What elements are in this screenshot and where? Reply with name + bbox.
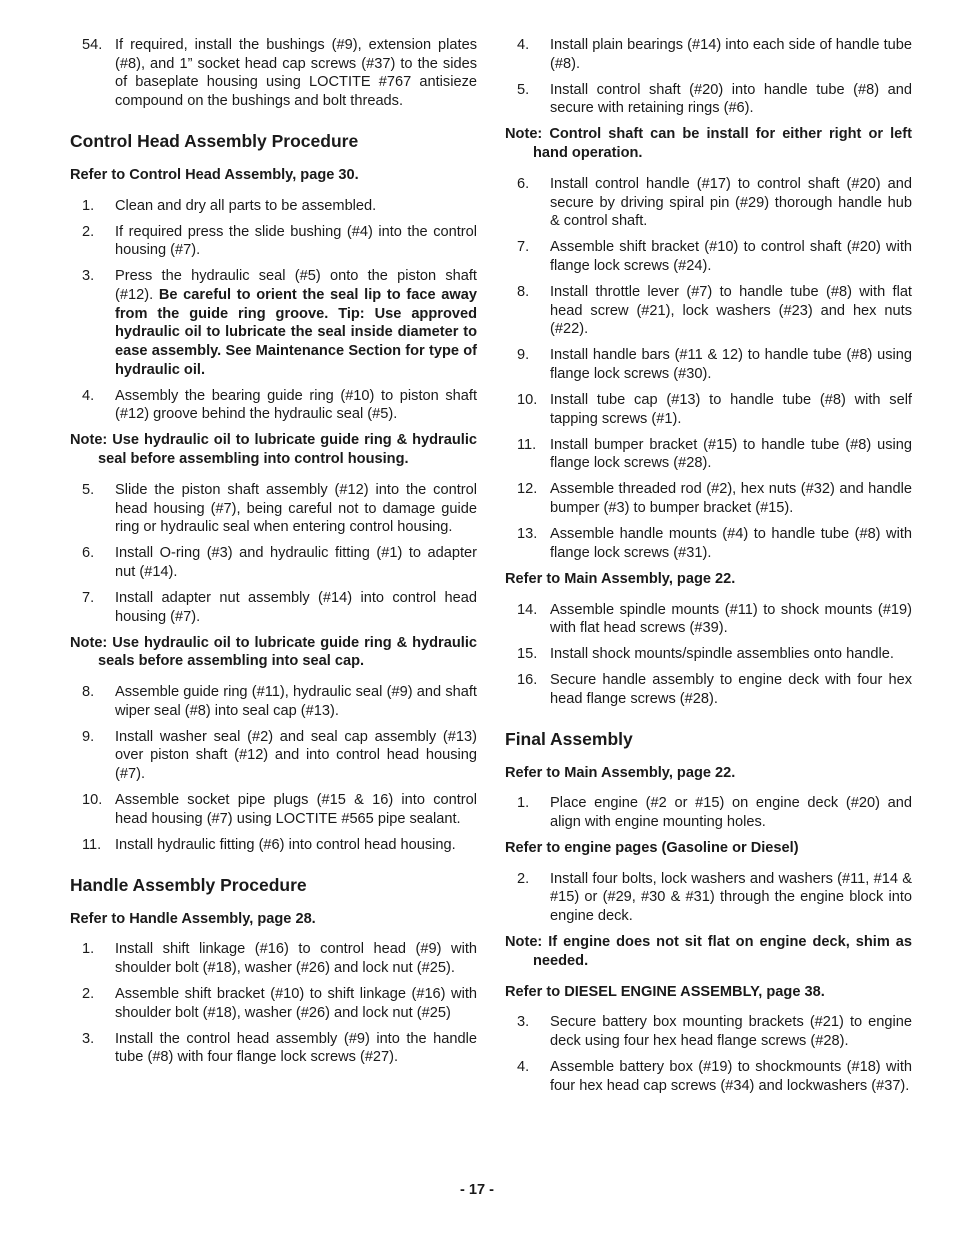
left-column — [70, 36, 477, 1074]
step-text: Assemble shift bracket (#10) to control shaft (#20) with flange lock screws (#24). — [550, 239, 912, 274]
step-item — [70, 728, 477, 784]
step-item — [505, 480, 912, 517]
step-item — [70, 791, 477, 828]
step-number: 8. — [82, 684, 95, 701]
step-item — [70, 387, 477, 424]
step-item — [505, 238, 912, 275]
step-text: Assemble threaded rod (#2), hex nuts (#32) and handle bumper (#3) to bumper bracket (#15). — [550, 481, 912, 517]
step-item — [70, 544, 477, 581]
step-number: 3. — [82, 1030, 95, 1047]
step-number: 3. — [517, 1014, 530, 1031]
step-text: Install throttle lever (#7) to handle tube (#8) with flat head screw (#21), lock washers (#23) and hex nuts (#22). — [550, 283, 912, 338]
note: Note: Use hydraulic oil to lubricate guide ring & hydraulic seals before assembling into seal cap. — [70, 634, 477, 670]
step-item — [70, 36, 477, 111]
step-number: 14. — [517, 601, 538, 618]
step-number: 15. — [517, 646, 538, 663]
step-item — [70, 481, 477, 537]
reference-line: Refer to Handle Assembly, page 28. — [70, 910, 316, 927]
step-number: 6. — [517, 175, 530, 192]
step-text: Secure handle assembly to engine deck with four hex head flange screws (#28). — [550, 672, 912, 707]
step-text-plain: Press the hydraulic seal (#5) onto the piston shaft (#12). — [115, 268, 477, 303]
reference-line: Refer to engine pages (Gasoline or Diesel) — [505, 840, 799, 857]
step-text-caution: Be careful to orient the seal lip to face away from the guide ring groove. Tip: Use approved hydraulic oil to lubricate the seal inside diameter to ease assembly. See Maintenance Section for type of hydraulic oil. — [115, 286, 477, 378]
note: Note: Use hydraulic oil to lubricate guide ring & hydraulic seal before assembling into control housing. — [70, 432, 477, 468]
step-item — [505, 391, 912, 428]
step-item — [505, 645, 912, 664]
step-number: 10. — [82, 792, 103, 809]
step-text: If required press the slide bushing (#4) into the control housing (#7). — [115, 223, 477, 259]
section-heading-final: Final Assembly — [505, 728, 633, 749]
step-item — [505, 1058, 912, 1095]
step-text: Install adapter nut assembly (#14) into control head housing (#7). — [115, 589, 477, 625]
step-number: 7. — [82, 589, 95, 606]
step-item — [505, 436, 912, 473]
step-text — [115, 267, 477, 379]
step-text: Assemble battery box (#19) to shockmounts (#18) with four hex head cap screws (#34) and lockwashers (#37). — [550, 1058, 912, 1094]
page-number: - 17 - — [459, 1182, 495, 1198]
step-text: Install shock mounts/spindle assemblies onto handle. — [550, 646, 894, 663]
step-text: Install plain bearings (#14) into each side of handle tube (#8). — [550, 37, 912, 72]
step-number: 3. — [82, 268, 95, 285]
step-number: 16. — [517, 672, 538, 689]
right-column — [505, 36, 912, 1103]
step-text: Assemble spindle mounts (#11) to shock mounts (#19) with flat head screws (#39). — [550, 601, 912, 637]
reference-line: Refer to Main Assembly, page 22. — [505, 570, 736, 587]
step-number: 2. — [82, 985, 95, 1002]
step-number: 11. — [82, 836, 102, 853]
step-item — [70, 985, 477, 1022]
step-text: Install washer seal (#2) and seal cap assembly (#13) over piston shaft (#12) and into control head housing (#7). — [115, 728, 477, 783]
step-item — [505, 346, 912, 383]
step-text: Install control handle (#17) to control shaft (#20) and secure by driving spiral pin (#29) thorough handle hub & control shaft. — [550, 175, 912, 230]
step-text: Install four bolts, lock washers and washers (#11, #14 & #15) or (#29, #30 & #31) through the engine block into engine deck. — [550, 870, 912, 925]
reference-line: Refer to Control Head Assembly, page 30. — [70, 166, 359, 183]
step-text: Install shift linkage (#16) to control head (#9) with shoulder bolt (#18), washer (#26) and lock nut (#25). — [115, 941, 477, 976]
step-item — [505, 175, 912, 231]
step-number: 13. — [517, 526, 538, 543]
step-item — [505, 870, 912, 926]
step-item — [70, 1030, 477, 1067]
step-number: 4. — [82, 387, 95, 404]
step-item — [505, 81, 912, 118]
step-number: 1. — [82, 197, 95, 214]
step-number: 1. — [82, 941, 95, 958]
step-number: 2. — [82, 223, 95, 240]
step-number: 9. — [517, 347, 530, 364]
step-text: Slide the piston shaft assembly (#12) into the control head housing (#7), being careful not to damage guide ring or hydraulic seal when entering control housing. — [115, 481, 477, 536]
step-item — [70, 267, 477, 379]
step-text: Assemble shift bracket (#10) to shift linkage (#16) with shoulder bolt (#18), washer (#26) and lock nut (#25) — [115, 985, 477, 1021]
step-number: 7. — [517, 239, 530, 256]
step-item — [70, 589, 477, 626]
step-text: Install the control head assembly (#9) into the handle tube (#8) with four flange lock screws (#27). — [115, 1030, 477, 1066]
step-number: 4. — [517, 1058, 530, 1075]
step-text: Install tube cap (#13) to handle tube (#8) with self tapping screws (#1). — [550, 392, 912, 427]
step-number: 2. — [517, 870, 530, 887]
step-item — [505, 525, 912, 562]
step-text: Install O-ring (#3) and hydraulic fitting (#1) to adapter nut (#14). — [115, 545, 477, 580]
step-number: 4. — [517, 37, 530, 53]
step-number: 8. — [517, 283, 530, 300]
step-item — [70, 197, 477, 216]
step-text: Place engine (#2 or #15) on engine deck (#20) and align with engine mounting holes. — [550, 795, 912, 831]
step-text: Assemble socket pipe plugs (#15 & 16) into control head housing (#7) using LOCTITE #565 pipe sealant. — [115, 792, 477, 827]
step-item — [70, 223, 477, 260]
step-item — [505, 36, 912, 73]
step-item — [70, 940, 477, 977]
step-item — [505, 1013, 912, 1050]
step-text: Assemble handle mounts (#4) to handle tube (#8) with flange lock screws (#31). — [550, 526, 912, 561]
step-text: Install hydraulic fitting (#6) into control head housing. — [115, 836, 456, 853]
step-number: 12. — [517, 481, 538, 498]
step-text: Install control shaft (#20) into handle tube (#8) and secure with retaining rings (#6). — [550, 81, 912, 117]
step-text: Install bumper bracket (#15) to handle tube (#8) using flange lock screws (#28). — [550, 436, 912, 472]
step-number: 10. — [517, 392, 538, 409]
section-heading-handle: Handle Assembly Procedure — [70, 874, 307, 895]
step-number: 54. — [82, 37, 103, 53]
step-item — [505, 283, 912, 339]
step-text: Install handle bars (#11 & 12) to handle tube (#8) using flange lock screws (#30). — [550, 347, 912, 383]
note: Note: If engine does not sit flat on engine deck, shim as needed. — [505, 934, 912, 969]
step-text: Assembly the bearing guide ring (#10) to piston shaft (#12) groove behind the hydraulic seal (#5). — [115, 387, 477, 423]
step-text: If required, install the bushings (#9), extension plates (#8), and 1” socket head cap screws (#37) to the sides of baseplate housing using LOCTITE #767 antisieze compound on the bushings and bolt threads. — [115, 37, 477, 110]
step-item — [70, 836, 477, 855]
step-number: 5. — [517, 81, 530, 98]
step-item — [70, 683, 477, 720]
section-heading-control-head: Control Head Assembly Procedure — [70, 130, 359, 151]
note: Note: Control shaft can be install for either right or left hand operation. — [505, 126, 912, 162]
step-number: 6. — [82, 545, 95, 562]
step-item — [505, 671, 912, 708]
reference-line: Refer to Main Assembly, page 22. — [505, 764, 736, 781]
step-text: Secure battery box mounting brackets (#21) to engine deck using four hex head flange screws (#28). — [550, 1014, 912, 1049]
step-number: 5. — [82, 481, 95, 498]
step-item — [505, 794, 912, 831]
reference-line: Refer to DIESEL ENGINE ASSEMBLY, page 38. — [505, 983, 825, 1000]
step-text: Assemble guide ring (#11), hydraulic seal (#9) and shaft wiper seal (#8) into seal cap (#13). — [115, 684, 477, 719]
step-number: 11. — [517, 436, 537, 453]
step-number: 9. — [82, 728, 95, 745]
step-item — [505, 601, 912, 638]
step-number: 1. — [517, 795, 530, 812]
step-text: Clean and dry all parts to be assembled. — [115, 197, 377, 214]
